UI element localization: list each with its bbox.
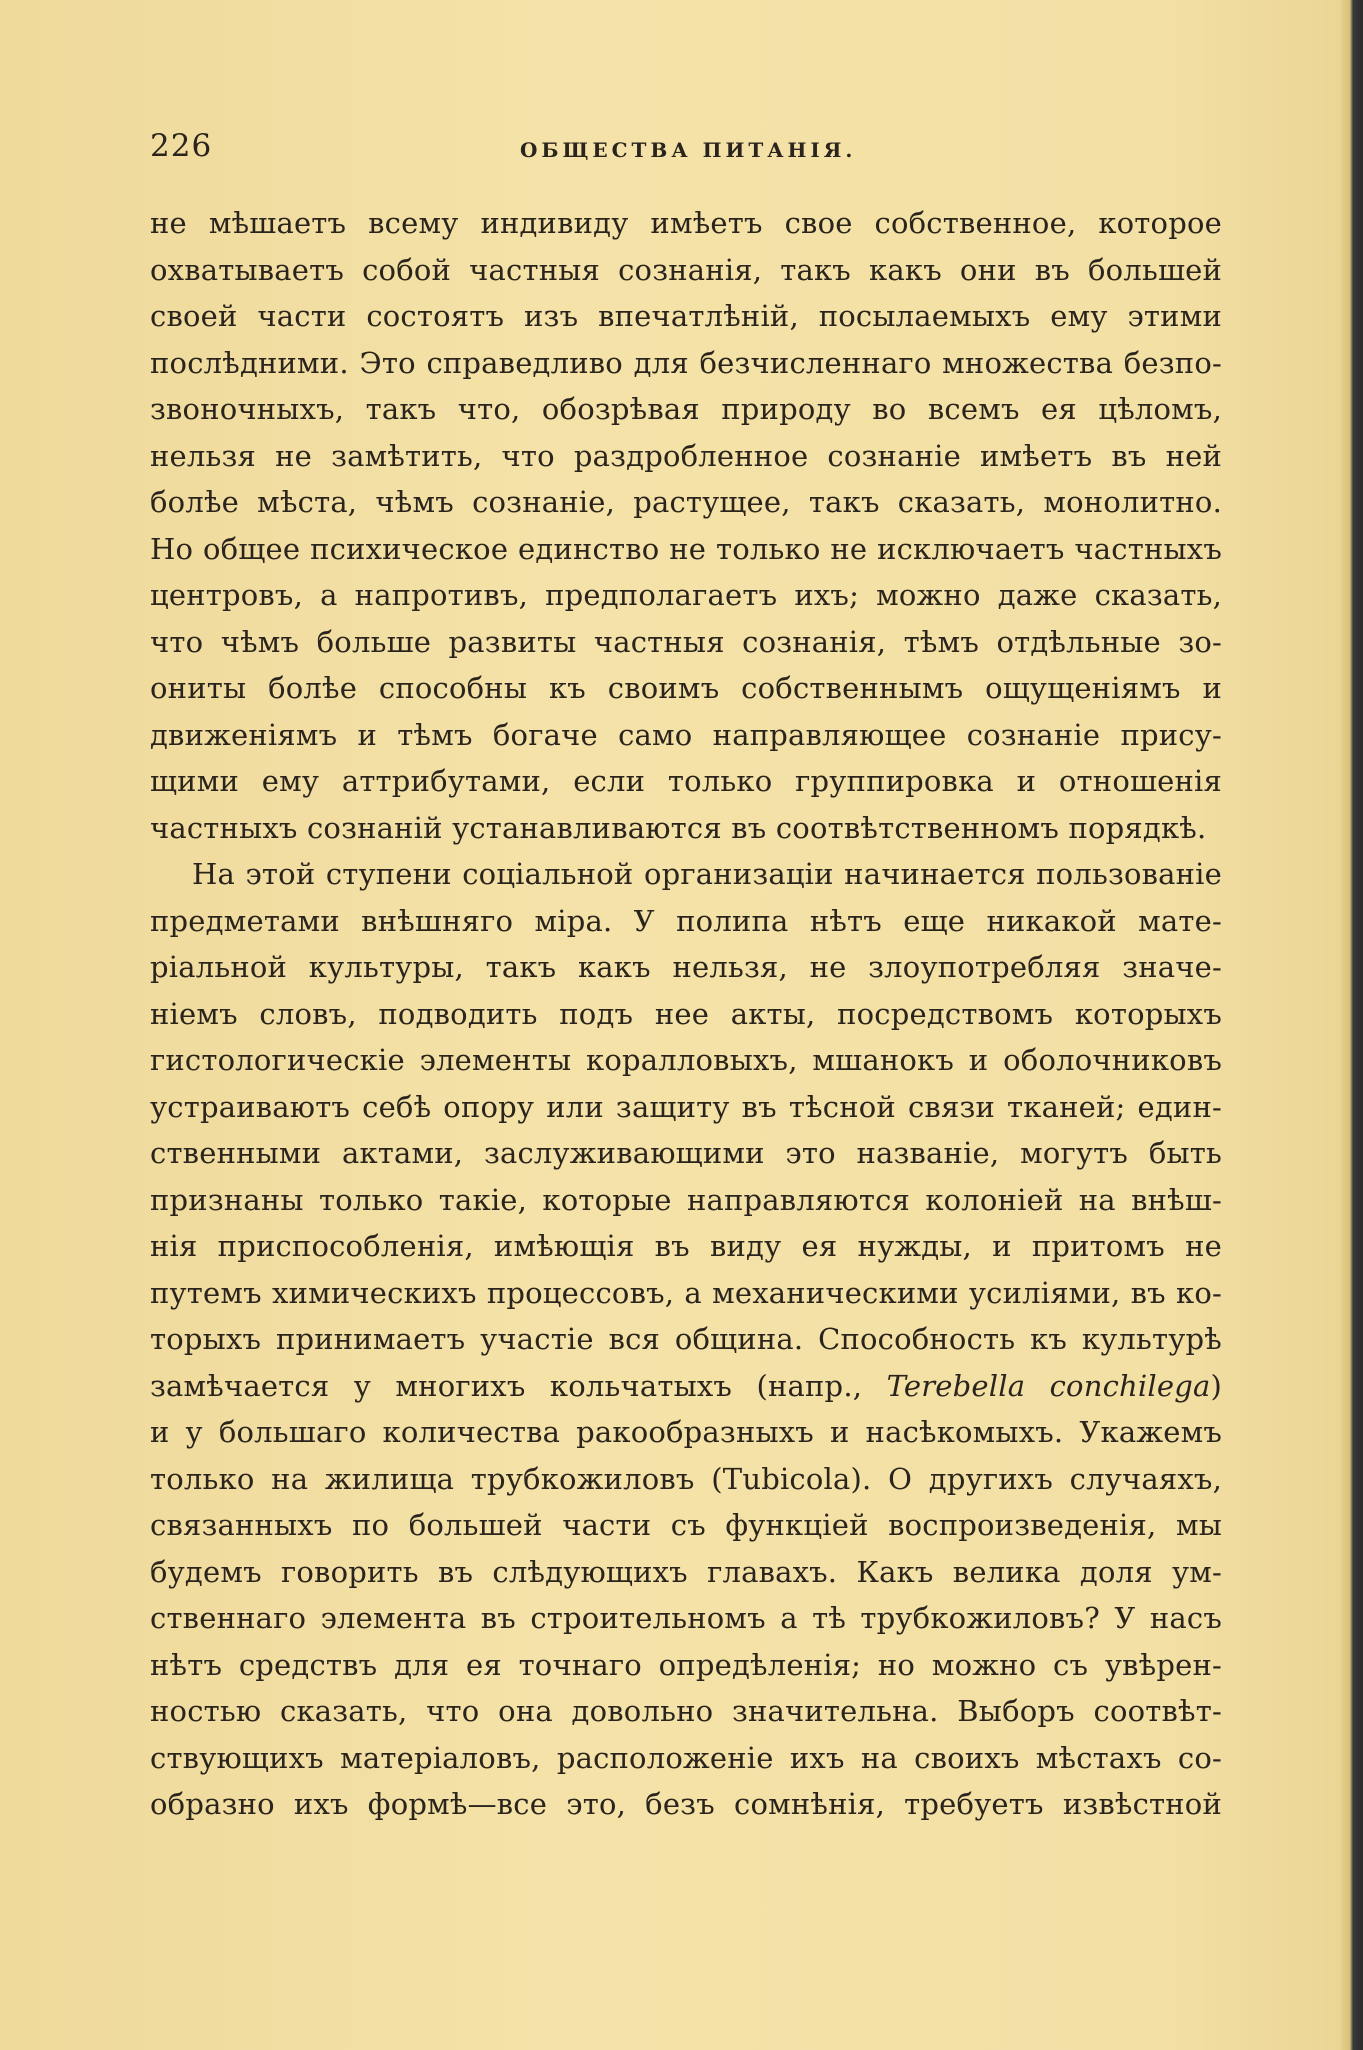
- text-line: ріальной культуры, такъ какъ нельзя, не злоупотребляя значе-: [150, 950, 1222, 984]
- text-line: охватываетъ собой частныя сознанія, такъ какъ они въ большей: [150, 252, 1222, 287]
- text-line: Но общее психическое единство не только не исключаетъ частныхъ: [150, 531, 1222, 566]
- text-line: путемъ химическихъ процессовъ, а механическими усиліями, въ ко-: [150, 1275, 1222, 1310]
- text-line: центровъ, а напротивъ, предполагаетъ ихъ; можно даже сказать,: [150, 578, 1222, 612]
- text-line: устраиваютъ себѣ опору или защиту въ тѣсной связи тканей; един-: [150, 1089, 1222, 1124]
- text-line: предметами внѣшняго міра. У полипа нѣтъ еще никакой мате-: [150, 903, 1222, 938]
- page-edge-shadow: [1341, 0, 1363, 2050]
- text-line: болѣе мѣста, чѣмъ сознаніе, растущее, такъ сказать, монолитно.: [150, 485, 1222, 519]
- text-line: торыхъ принимаетъ участіе вся община. Способность къ культурѣ: [150, 1322, 1222, 1356]
- text-fragment: замѣчается у многихъ кольчатыхъ (напр.,: [150, 1368, 887, 1403]
- text-line: щими ему аттрибутами, если только группировка и отношенія: [150, 764, 1222, 798]
- text-line: нельзя не замѣтить, что раздробленное сознаніе имѣетъ въ ней: [150, 438, 1222, 473]
- text-line: гистологическіе элементы коралловыхъ, мшанокъ и оболочниковъ: [150, 1043, 1222, 1077]
- text-line: что чѣмъ больше развиты частныя сознанія, тѣмъ отдѣльные зо-: [150, 624, 1222, 659]
- text-line: признаны только такіе, которые направляются колоніей на внѣш-: [150, 1182, 1222, 1217]
- closing-paren: ): [1210, 1368, 1222, 1403]
- text-line: не мѣшаетъ всему индивиду имѣетъ свое собственное, которое: [150, 206, 1222, 240]
- text-line: образно ихъ формѣ—все это, безъ сомнѣнія, требуетъ извѣстной: [150, 1787, 1222, 1821]
- text-line: звоночныхъ, такъ что, обозрѣвая природу во всемъ ея цѣломъ,: [150, 392, 1222, 426]
- text-line: ственными актами, заслуживающими это названіе, могутъ быть: [150, 1136, 1222, 1170]
- text-line: движеніямъ и тѣмъ богаче само направляющее сознаніе прису-: [150, 717, 1222, 752]
- text-line: ониты болѣе способны къ своимъ собственнымъ ощущеніямъ и: [150, 671, 1222, 705]
- text-line: ніемъ словъ, подводить подъ нее акты, посредствомъ которыхъ: [150, 996, 1222, 1031]
- text-line: ностью сказать, что она довольно значительна. Выборъ соотвѣт-: [150, 1694, 1222, 1728]
- text-line: ственнаго элемента въ строительномъ а тѣ трубкожиловъ? У насъ: [150, 1601, 1222, 1635]
- page-header: [150, 128, 1222, 168]
- running-title: ОБЩЕСТВА ПИТАНІЯ.: [520, 138, 857, 162]
- text-line: нія приспособленія, имѣющія въ виду ея нужды, и притомъ не: [150, 1229, 1222, 1263]
- text-line: будемъ говорить въ слѣдующихъ главахъ. Какъ велика доля ум-: [150, 1554, 1222, 1589]
- latin-species-name: Terebella conchilega: [886, 1368, 1211, 1403]
- paragraph-start-line: На этой ступени соціальной организаціи начинается пользованіе: [192, 857, 1222, 891]
- text-line: своей части состоятъ изъ впечатлѣній, посылаемыхъ ему этими: [150, 299, 1222, 333]
- page-number: 226: [150, 128, 213, 164]
- text-line-with-latin: [150, 1363, 1222, 1410]
- text-line: частныхъ сознаній устанавливаются въ соотвѣтственномъ порядкѣ.: [150, 810, 1207, 845]
- body-text: [150, 200, 1222, 1828]
- text-line: и у большаго количества ракообразныхъ и насѣкомыхъ. Укажемъ: [150, 1415, 1222, 1449]
- text-line: послѣдними. Это справедливо для безчисленнаго множества безпо-: [150, 345, 1222, 380]
- text-line: только на жилища трубкожиловъ (Tubicola). О другихъ случаяхъ,: [150, 1461, 1222, 1496]
- text-line: связанныхъ по большей части съ функціей воспроизведенія, мы: [150, 1508, 1222, 1542]
- text-line: нѣтъ средствъ для ея точнаго опредѣленія; но можно съ увѣрен-: [150, 1647, 1222, 1682]
- text-line: ствующихъ матеріаловъ, расположеніе ихъ на своихъ мѣстахъ со-: [150, 1740, 1222, 1775]
